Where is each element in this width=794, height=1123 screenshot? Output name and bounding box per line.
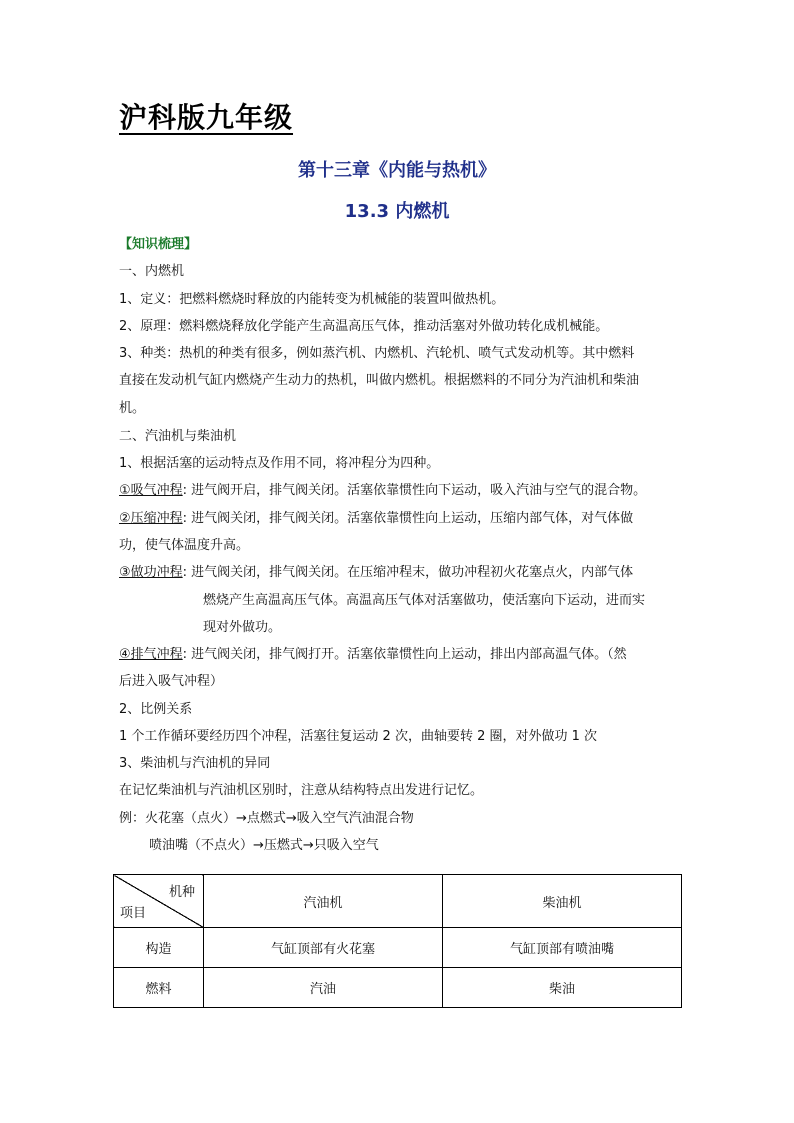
table-corner-cell: [114, 875, 204, 928]
row-gasoline: 汽油: [204, 968, 443, 1008]
chapter-title: 第十三章《内能与热机》: [298, 160, 496, 181]
row-item: 构造: [114, 928, 204, 968]
table-row: [114, 968, 682, 1008]
comparison-table: [113, 874, 682, 1008]
heading-internal-combustion: 一、内燃机: [119, 264, 185, 279]
ratio-text: 1 个工作循环要经历四个冲程，活塞往复运动 2 次，曲轴要转 2 圈，对外做功 1 次: [119, 729, 598, 744]
power-stroke-cont-1: 燃烧产生高温高压气体。高温高压气体对活塞做功，使活塞向下运动，进而实: [203, 593, 646, 608]
principle-line: 2、原理：燃料燃烧释放化学能产生高温高压气体，推动活塞对外做功转化成机械能。: [119, 319, 609, 334]
exhaust-stroke-text: : 进气阀关闭，排气阀打开。活塞依靠惯性向上运动，排出内部高温气体。（然: [182, 647, 627, 662]
compression-stroke-text: : 进气阀关闭，排气阀关闭。活塞依靠惯性向上运动，压缩内部气体，对气体做: [182, 511, 634, 526]
power-stroke: [119, 564, 633, 582]
series-title: 沪科版九年级: [119, 101, 294, 134]
power-stroke-label: ③做功冲程: [119, 565, 183, 580]
heading-gasoline-diesel: 二、汽油机与柴油机: [119, 429, 237, 444]
table-row: [114, 928, 682, 968]
exhaust-stroke-label: ④排气冲程: [119, 647, 183, 662]
example-line-1: 例：火花塞（点火）→点燃式→吸入空气汽油混合物: [119, 811, 414, 826]
compare-text: 在记忆柴油机与汽油机区别时，注意从结构特点出发进行记忆。: [119, 783, 484, 798]
strokes-intro: 1、根据活塞的运动特点及作用不同，将冲程分为四种。: [119, 456, 440, 471]
compare-heading: 3、柴油机与汽油机的异同: [119, 756, 271, 771]
example-line-2: 喷油嘴（不点火）→压燃式→只吸入空气: [149, 838, 379, 853]
row-diesel: 气缸顶部有喷油嘴: [443, 928, 682, 968]
header-diesel: 柴油机: [443, 875, 682, 928]
compression-stroke: [119, 510, 633, 528]
corner-bottom-label: 项目: [120, 906, 147, 921]
intake-stroke-text: : 进气阀开启，排气阀关闭。活塞依靠惯性向下运动，吸入汽油与空气的混合物。: [182, 483, 647, 498]
compression-stroke-cont: 功，使气体温度升高。: [119, 538, 250, 553]
power-stroke-text: : 进气阀关闭，排气阀关闭。在压缩冲程末，做功冲程初火花塞点火，内部气体: [182, 565, 634, 580]
intake-stroke: [119, 482, 646, 500]
exhaust-stroke: [119, 646, 627, 664]
ratio-heading: 2、比例关系: [119, 702, 193, 717]
types-line-2: 直接在发动机气缸内燃烧产生动力的热机，叫做内燃机。根据燃料的不同分为汽油机和柴油: [119, 373, 640, 388]
row-item: 燃料: [114, 968, 204, 1008]
row-gasoline: 气缸顶部有火花塞: [204, 928, 443, 968]
types-line-1: 3、种类：热机的种类有很多，例如蒸汽机、内燃机、汽轮机、喷气式发动机等。其中燃料: [119, 346, 635, 361]
intake-stroke-label: ①吸气冲程: [119, 483, 183, 498]
header-gasoline: 汽油机: [204, 875, 443, 928]
row-diesel: 柴油: [443, 968, 682, 1008]
power-stroke-cont-2: 现对外做功。: [203, 620, 282, 635]
section-title: 13.3 内燃机: [344, 201, 450, 222]
exhaust-stroke-cont: 后进入吸气冲程）: [119, 674, 224, 689]
types-line-3: 机。: [119, 401, 146, 416]
compression-stroke-label: ②压缩冲程: [119, 511, 183, 526]
table-header-row: [114, 875, 682, 928]
knowledge-tag: 【知识梳理】: [119, 237, 198, 252]
corner-top-label: 机种: [168, 885, 195, 900]
definition-line: 1、定义：把燃料燃烧时释放的内能转变为机械能的装置叫做热机。: [119, 292, 505, 307]
